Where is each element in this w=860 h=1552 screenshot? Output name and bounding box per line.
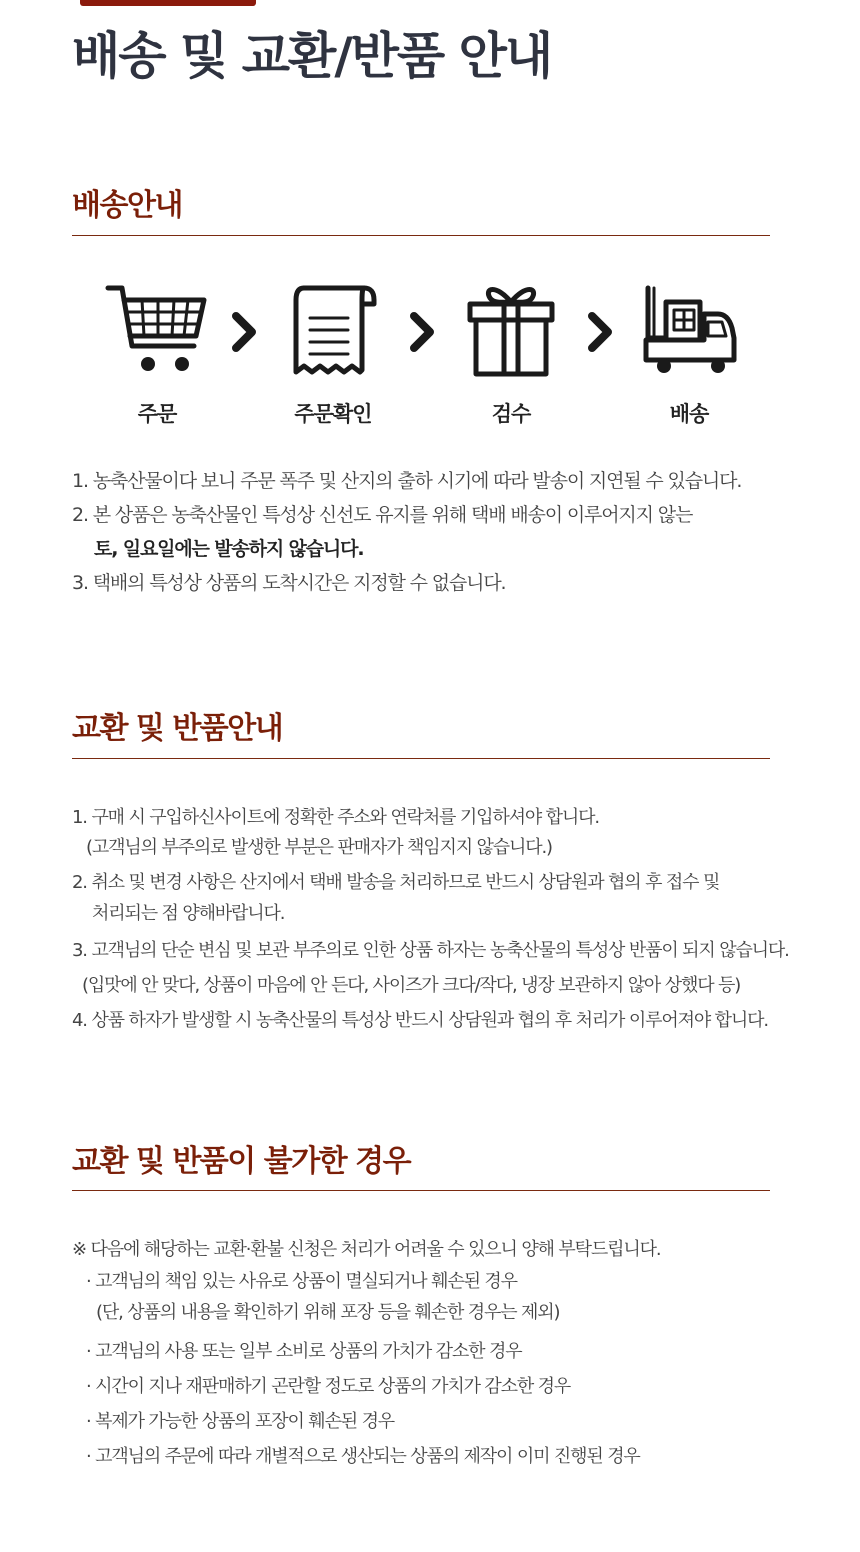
list-item-sub: (고객님의 부주의로 발생한 부분은 판매자가 책임지지 않습니다.): [86, 837, 552, 858]
list-item: · 고객님의 사용 또는 일부 소비로 상품의 가치가 감소한 경우: [86, 1341, 522, 1362]
step-label: 검수: [491, 402, 531, 426]
step-order-confirm: [278, 280, 388, 426]
list-item-sub: 처리되는 점 양해바랍니다.: [92, 903, 285, 924]
list-item: 2. 본 상품은 농축산물인 특성상 신선도 유지를 위해 택배 배송이 이루어지지 않는: [72, 504, 693, 526]
exchange-section: [72, 703, 770, 747]
list-item: · 고객님의 책임 있는 사유로 상품이 멸실되거나 훼손된 경우: [86, 1271, 517, 1292]
list-item: 3. 고객님의 단순 변심 및 보관 부주의로 인한 상품 하자는 농축산물의 특성상 반품이 되지 않습니다.: [72, 940, 789, 961]
exchange-section-title: 교환 및 반품안내: [72, 711, 283, 746]
page-title: 배송 및 교환/반품 안내: [72, 27, 552, 85]
list-item: · 시간이 지나 재판매하기 곤란할 정도로 상품의 가치가 감소한 경우: [86, 1376, 571, 1397]
step-delivery: [634, 280, 744, 426]
delivery-notes: [72, 464, 741, 600]
step-label: 주문: [137, 402, 177, 426]
list-item-sub: (입맛에 안 맞다, 상품이 마음에 안 든다, 사이즈가 크다/작다, 냉장 보관하지 않아 상했다 등): [82, 975, 741, 996]
list-item-sub: (단, 상품의 내용을 확인하기 위해 포장 등을 훼손한 경우는 제외): [96, 1302, 560, 1323]
list-item: · 복제가 가능한 상품의 포장이 훼손된 경우: [86, 1411, 395, 1432]
step-inspection: [456, 280, 566, 426]
section-divider: [72, 1190, 770, 1191]
step-order: [102, 280, 212, 426]
list-item: 1. 구매 시 구입하신사이트에 정확한 주소와 연락처를 기입하셔야 합니다.: [72, 807, 599, 828]
delivery-section-title: 배송안내: [72, 188, 182, 223]
section-divider: [72, 758, 770, 759]
delivery-steps: [72, 280, 770, 430]
chevron-right-icon: [408, 310, 438, 358]
list-item: · 고객님의 주문에 따라 개별적으로 생산되는 상품의 제작이 이미 진행된 경우: [86, 1446, 640, 1467]
step-label: 주문확인: [294, 402, 372, 426]
delivery-truck-icon: [634, 280, 744, 380]
no-return-section: [72, 1136, 770, 1180]
step-label: 배송: [669, 402, 709, 426]
no-return-section-title: 교환 및 반품이 불가한 경우: [72, 1144, 411, 1179]
notice-text: ※ 다음에 해당하는 교환·환불 신청은 처리가 어려울 수 있으니 양해 부탁드립니다.: [72, 1239, 661, 1260]
list-item: 2. 취소 및 변경 사항은 산지에서 택배 발송을 처리하므로 반드시 상담원과 협의 후 접수 및: [72, 872, 720, 893]
section-divider: [72, 235, 770, 236]
chevron-right-icon: [586, 310, 616, 358]
list-item: 4. 상품 하자가 발생할 시 농축산물의 특성상 반드시 상담원과 협의 후 처리가 이루어져야 합니다.: [72, 1010, 768, 1031]
list-item: 1. 농축산물이다 보니 주문 폭주 및 산지의 출하 시기에 따라 발송이 지연될 수 있습니다.: [72, 470, 742, 492]
shopping-cart-icon: [102, 280, 212, 380]
list-item-emphasis: 토, 일요일에는 발송하지 않습니다.: [94, 538, 364, 560]
gift-box-icon: [456, 280, 566, 380]
chevron-right-icon: [230, 310, 260, 358]
top-accent-bar: [80, 0, 256, 6]
list-item: 3. 택배의 특성상 상품의 도착시간은 지정할 수 없습니다.: [72, 572, 506, 594]
no-return-list: [72, 1234, 660, 1474]
exchange-notes: [72, 803, 789, 1039]
delivery-section: [72, 180, 770, 224]
receipt-icon: [278, 280, 388, 380]
